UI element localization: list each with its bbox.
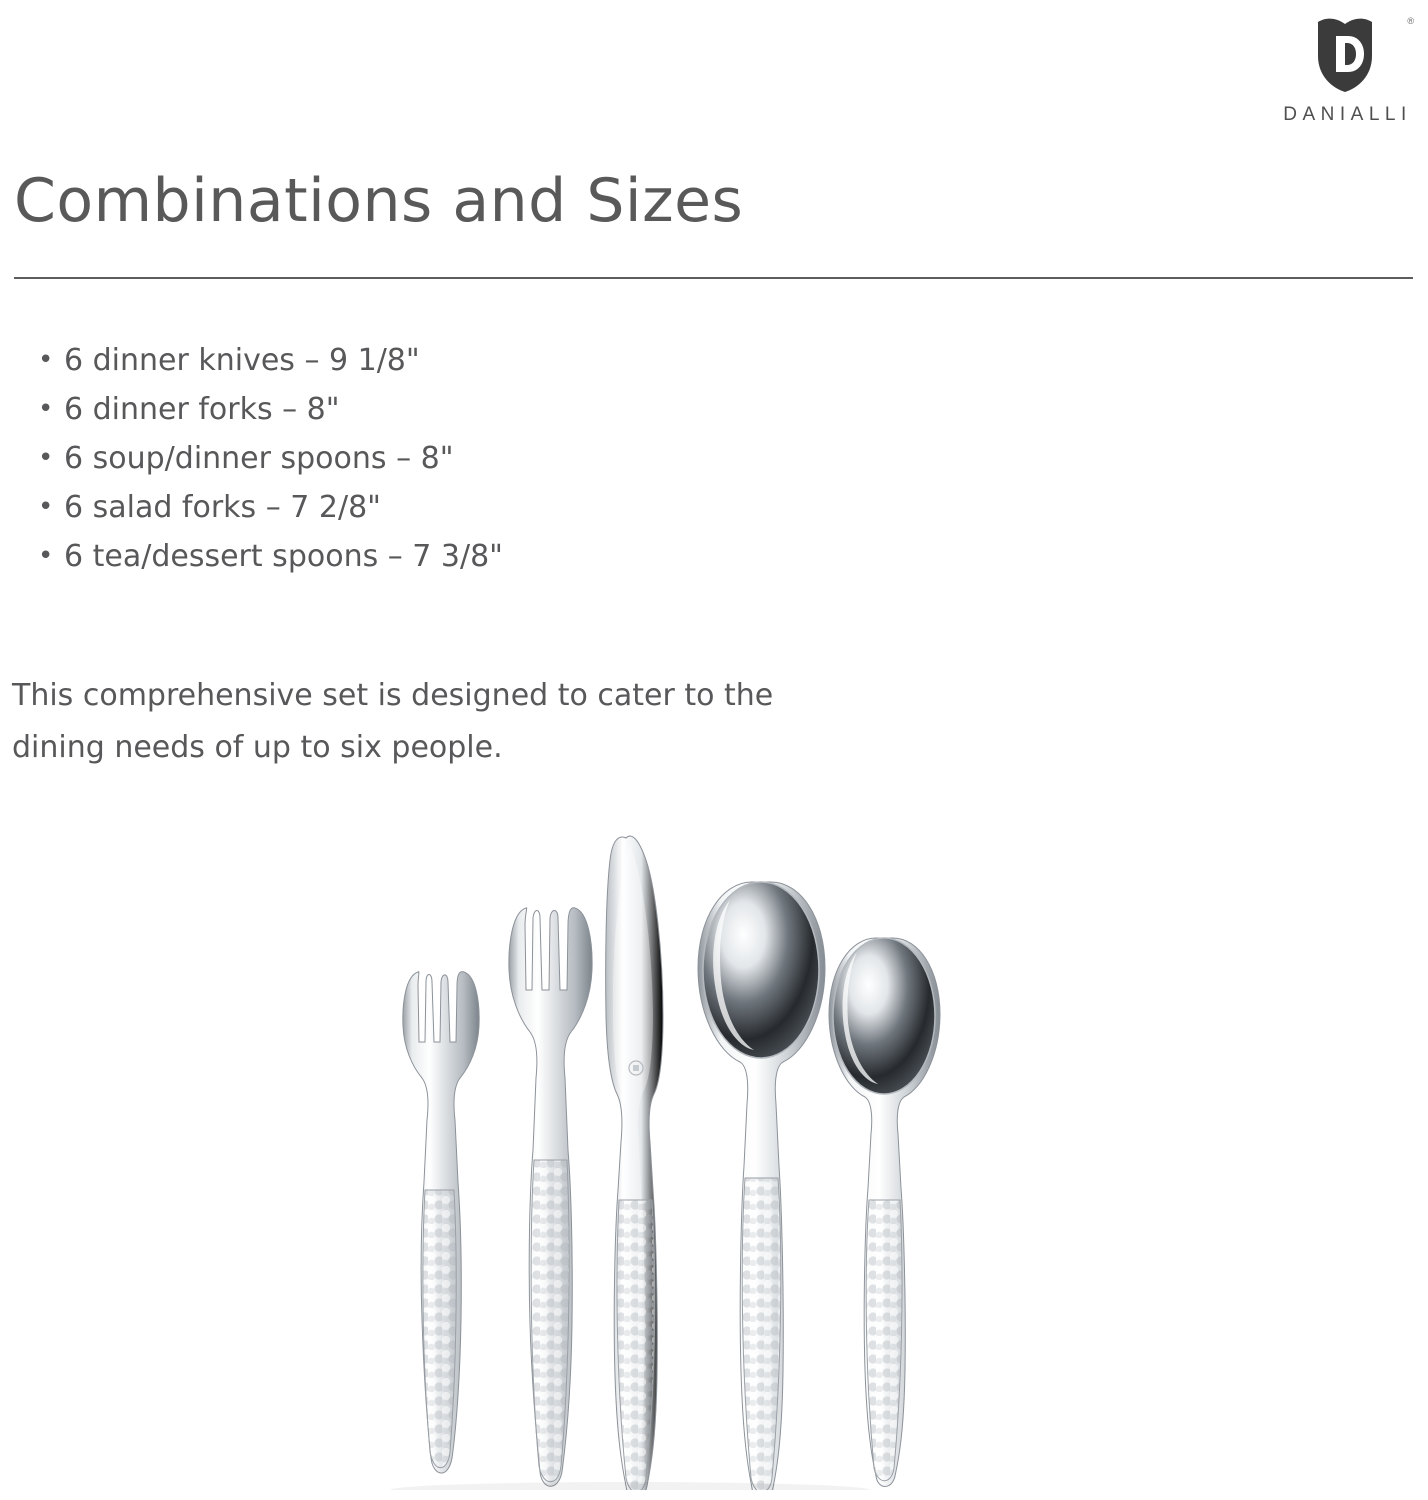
shield-d-logo-icon (1314, 10, 1376, 96)
list-item: • 6 dinner forks – 8" (30, 385, 503, 434)
piece-dinner-knife (606, 836, 663, 1490)
registered-mark: ® (1407, 16, 1414, 26)
piece-soup-dinner-spoon (698, 882, 825, 1490)
brand-name: DANIALLI (1283, 104, 1412, 125)
page-title: Combinations and Sizes (14, 166, 744, 237)
piece-dinner-fork (509, 908, 592, 1487)
flatware-set-illustration (330, 790, 1030, 1490)
piece-tea-dessert-spoon (829, 938, 940, 1487)
header-divider (14, 277, 1413, 279)
list-item: • 6 tea/dessert spoons – 7 3/8" (30, 532, 503, 581)
brand-logo (1270, 10, 1420, 126)
piece-salad-fork (403, 972, 479, 1473)
specs-list (30, 336, 503, 581)
list-item: • 6 salad forks – 7 2/8" (30, 483, 503, 532)
list-item: • 6 soup/dinner spoons – 8" (30, 434, 503, 483)
summary-text: This comprehensive set is designed to cater to the dining needs of up to six people. (12, 678, 774, 765)
list-item: • 6 dinner knives – 9 1/8" (30, 336, 503, 385)
product-image (330, 790, 1030, 1490)
